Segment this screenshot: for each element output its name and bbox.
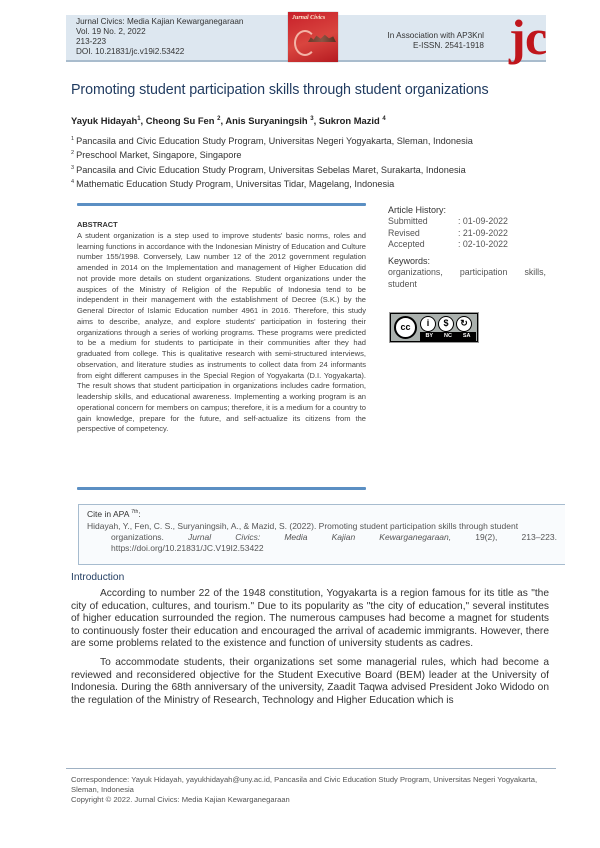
affiliation-item bbox=[71, 176, 473, 190]
author-sup: 4 bbox=[382, 115, 386, 122]
journal-cover-image bbox=[288, 12, 338, 62]
citation-doi-link[interactable]: https://doi.org/10.21831/JC.V19I2.53422 bbox=[111, 542, 264, 553]
author-sup: 2 bbox=[217, 115, 221, 122]
author-sup: 3 bbox=[310, 115, 314, 122]
history-value: : 01-09-2022 bbox=[458, 216, 508, 227]
journal-info bbox=[76, 17, 243, 57]
paragraph: To accommodate students, their organizations set some managerial rules, which had become a reviewed and reconsidered objective for the Student Executive Board (BEM) leader at the University of Indonesia. During the 68th anniversary of the university, Zaadit Taqwa advised President Joko Widodo on the regulation of the Ministry of Research, Technology and Higher Education which is bbox=[71, 656, 549, 706]
abstract-top-rule bbox=[77, 203, 366, 206]
history-row bbox=[388, 228, 548, 239]
citation-heading-sup: 7th bbox=[131, 509, 139, 516]
logo-letter-c: c bbox=[525, 9, 548, 65]
affiliation-sup: 2 bbox=[71, 150, 75, 157]
journal-volume: Vol. 19 No. 2, 2022 bbox=[76, 27, 146, 36]
cc-icon: cc bbox=[394, 316, 417, 339]
history-value: : 02-10-2022 bbox=[458, 238, 508, 249]
footer-rule bbox=[66, 768, 556, 769]
affiliation-sup: 4 bbox=[71, 178, 75, 185]
journal-pages: 213-223 bbox=[76, 37, 107, 46]
citation-box bbox=[78, 504, 565, 565]
association-text: In Association with AP3Knl bbox=[387, 31, 484, 40]
citation-word: Jurnal bbox=[188, 531, 212, 542]
citation-word: Civics: bbox=[235, 531, 261, 542]
cc-condition-icons bbox=[420, 316, 472, 332]
citation-word: 19(2), bbox=[475, 531, 498, 542]
affiliation-sup: 3 bbox=[71, 164, 75, 171]
page-footer bbox=[71, 775, 541, 805]
citation-line bbox=[87, 532, 557, 543]
citation-heading-text: Cite in APA bbox=[87, 509, 129, 519]
citation-heading: Cite in APA $^{7th}$: bbox=[87, 509, 141, 519]
abstract-section bbox=[77, 220, 366, 435]
citation-word: Kewarganegaraan, bbox=[379, 531, 452, 542]
affiliation-sup: 1 bbox=[71, 136, 75, 142]
affiliation-item bbox=[71, 147, 473, 161]
history-label: Submitted bbox=[388, 216, 428, 227]
journal-name: Jurnal Civics: Media Kajian Kewarganegaraan bbox=[76, 17, 244, 26]
article-title: Promoting student participation skills through student organizations bbox=[71, 82, 489, 98]
history-heading: Article History: bbox=[388, 205, 447, 215]
author-sup: 1 bbox=[137, 115, 141, 122]
citation-text bbox=[87, 521, 557, 553]
cc-badge-background bbox=[391, 314, 477, 341]
author-list: Yayuk Hidayah$^1$, Cheong Su Fen $^2$, Anis Suryaningsih $^3$, Sukron Mazid $^4$ bbox=[71, 115, 386, 126]
correspondence-text: Correspondence: Yayuk Hidayah, yayukhidayah@uny.ac.id, Pancasila and Civic Education Study Program, Universitas Negeri Yogyakarta, Sleman, Indonesia bbox=[71, 775, 538, 794]
keyword: participation bbox=[459, 267, 508, 278]
cover-title: Jurnal Civics bbox=[292, 15, 326, 21]
affiliation-text: Pancasila and Civic Education Study Program, Universitas Negeri Yogyakarta, Sleman, Indonesia bbox=[76, 136, 473, 147]
affiliation-item bbox=[71, 162, 473, 176]
history-value: : 21-09-2022 bbox=[458, 227, 508, 238]
sharealike-icon: ↻ bbox=[456, 316, 472, 332]
eissn-text: E-ISSN. 2541-1918 bbox=[412, 41, 484, 50]
author-name: Cheong Su Fen bbox=[145, 115, 215, 126]
keyword: organizations, bbox=[388, 267, 443, 278]
history-label: Accepted bbox=[388, 238, 425, 249]
abstract-bottom-rule bbox=[77, 487, 366, 490]
cc-label-by: BY bbox=[425, 333, 434, 339]
citation-line: Hidayah, Y., Fen, C. S., Suryaningsih, A., & Mazid, S. (2022). Promoting student participation skills through student bbox=[87, 521, 519, 531]
keyword: skills, bbox=[524, 267, 546, 278]
author-name: Anis Suryaningsih bbox=[225, 115, 308, 126]
citation-word: Kajian bbox=[331, 531, 356, 542]
cc-label-sa: SA bbox=[462, 333, 471, 339]
journal-association bbox=[388, 31, 485, 51]
affiliation-text: Mathematic Education Study Program, Universitas Tidar, Magelang, Indonesia bbox=[76, 178, 395, 189]
abstract-heading: ABSTRACT bbox=[77, 220, 118, 229]
copyright-text: Copyright © 2022. Jurnal Civics: Media Kajian Kewarganegaraan bbox=[71, 795, 290, 804]
author-name: Sukron Mazid bbox=[318, 115, 380, 126]
cc-label-nc: NC bbox=[444, 333, 452, 339]
logo-letter-j: j bbox=[509, 9, 526, 65]
history-label: Revised bbox=[388, 227, 420, 238]
affiliation-text: Preschool Market, Singapore, Singapore bbox=[76, 150, 242, 161]
citation-word: organizations. bbox=[111, 531, 164, 542]
article-info-sidebar bbox=[388, 205, 548, 290]
cover-swirl-graphic bbox=[294, 30, 316, 56]
cc-license-badge[interactable] bbox=[389, 312, 479, 343]
history-row bbox=[388, 239, 548, 250]
introduction-body bbox=[71, 588, 549, 713]
jc-logo bbox=[507, 9, 557, 65]
introduction-heading: Introduction bbox=[71, 572, 125, 583]
history-row bbox=[388, 216, 548, 227]
affiliation-text: Pancasila and Civic Education Study Program, Universitas Sebelas Maret, Surakarta, Indonesia bbox=[76, 164, 466, 175]
cc-labels bbox=[420, 332, 476, 341]
journal-doi[interactable]: DOI. 10.21831/jc.v19i2.53422 bbox=[76, 47, 185, 56]
attribution-icon: i bbox=[420, 316, 436, 332]
noncommercial-icon: $ bbox=[438, 316, 454, 332]
abstract-text: A student organization is a step used to improve students' basic norms, roles and learning functions in accordance with the Indonesian Ministry of Education and Culture number 155/1998. Conversely, Law number 12 of the 2012 government regulation amended in 2014 on the Implementation and management of Higher Education did not provide more details on student organizations. Student organizations under the auspices of the Ministry of Religion of the Republic of Indonesia tend to be independent in their management with the establishment of Decree (S.K.) by the General Director of Islamic Education number 4961 in 2016. Therefore, this study aims to describe, analyze, and explore students' participation in fostering their organizations through a series of working programs. These programs were predicted to be a medium for students to participate in their communities after they had graduated from college. This is qualitative research with semi-structured interviews, observation, and literature studies as instruments to collect data from 24 informants from eight different campuses in the Special Region of Yogyakarta (D.I. Yogyakarta). The result shows that student participation in organizations includes cadre formation, leadership skills, and educational awareness. Implementing a working program is an operational concern for members on campus; therefore, it is a medium for a country to gain knowledge, prepare for the future, and self-actualize its citizens from the perspective of competency. bbox=[77, 230, 366, 434]
affiliation-item bbox=[71, 133, 473, 147]
author-name: Yayuk Hidayah bbox=[71, 115, 138, 126]
paragraph: According to number 22 of the 1948 constitution, Yogyakarta is a region famous for its title as "the city of education, cultures, and tourism." Due to its popularity as "the city of education," several institutes of higher education surrounded the region. The numerous campuses had become a magnet for students to continuously foster their education and encouraged the arrival of academic immigrants. However, there are some problems related to the existence and function of university students as cadres. bbox=[71, 588, 549, 650]
keywords-heading: Keywords: bbox=[388, 256, 431, 267]
keyword: student bbox=[388, 278, 417, 289]
citation-word: Media bbox=[284, 531, 308, 542]
citation-word: 213–223. bbox=[521, 531, 557, 542]
affiliation-list bbox=[71, 133, 473, 190]
keywords-line bbox=[388, 267, 546, 278]
